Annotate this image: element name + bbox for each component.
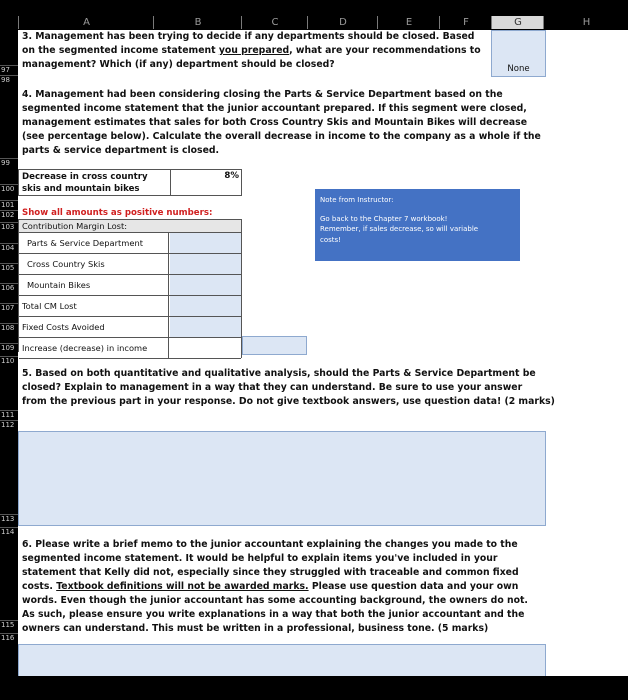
row-header[interactable]: 111 bbox=[0, 410, 19, 419]
q6-line: 6. Please write a brief memo to the junior accountant explaining the changes you made to the bbox=[22, 539, 518, 550]
question-6 bbox=[22, 538, 528, 636]
q3-line: management? Which (if any) department should be closed? bbox=[22, 59, 335, 70]
column-header-b[interactable]: B bbox=[153, 16, 242, 29]
note-title: Note from Instructor: bbox=[320, 196, 394, 204]
row-input-cell[interactable] bbox=[170, 254, 242, 274]
q6-line-part: costs. bbox=[22, 581, 57, 592]
table-row bbox=[19, 317, 241, 338]
note-line: Remember, if sales decrease, so will variable bbox=[320, 225, 479, 233]
column-header-g[interactable]: G bbox=[491, 16, 544, 29]
question-5 bbox=[22, 367, 555, 409]
q6-answer-box[interactable] bbox=[18, 644, 546, 676]
row-header[interactable]: 104 bbox=[0, 243, 19, 252]
row-header[interactable]: 109 bbox=[0, 343, 19, 352]
row-label: Mountain Bikes bbox=[19, 275, 169, 295]
row-input-cell[interactable] bbox=[170, 338, 242, 358]
decrease-value: 8% bbox=[224, 171, 239, 181]
row-header[interactable]: 116 bbox=[0, 633, 19, 642]
question-4 bbox=[22, 88, 541, 158]
row-header[interactable]: 101 bbox=[0, 200, 19, 209]
q5-answer-box[interactable] bbox=[18, 431, 546, 526]
table-row bbox=[19, 254, 241, 275]
row-header[interactable]: 115 bbox=[0, 620, 19, 629]
note-spacer bbox=[320, 206, 515, 214]
row-label: Cross Country Skis bbox=[19, 254, 169, 274]
row-header[interactable]: 103 bbox=[0, 222, 19, 231]
row-label: Increase (decrease) in income bbox=[19, 338, 169, 358]
decrease-value-cell[interactable] bbox=[170, 170, 243, 195]
instructor-note bbox=[315, 189, 520, 261]
note-line: costs! bbox=[320, 235, 341, 244]
note-line: Go back to the Chapter 7 workbook! bbox=[320, 214, 448, 223]
income-change-answer-cell[interactable] bbox=[242, 336, 307, 355]
column-header-f[interactable]: F bbox=[439, 16, 492, 29]
row-header[interactable]: 100 bbox=[0, 184, 19, 193]
decrease-box bbox=[18, 169, 242, 196]
question-3 bbox=[22, 30, 481, 72]
q5-line: closed? Explain to management in a way that they can understand. Be sure to use your answer bbox=[22, 382, 523, 393]
row-header[interactable]: 105 bbox=[0, 263, 19, 272]
q3-answer-cell[interactable] bbox=[491, 30, 546, 77]
table-row bbox=[19, 275, 241, 296]
row-header[interactable]: 110 bbox=[0, 356, 19, 365]
bottom-bar bbox=[0, 676, 628, 700]
q4-line: (see percentage below). Calculate the overall decrease in income to the company as a whole if the bbox=[22, 131, 541, 142]
decrease-label-line: skis and mountain bikes bbox=[22, 184, 140, 194]
column-header-a[interactable]: A bbox=[18, 16, 154, 29]
row-header[interactable]: 112 bbox=[0, 420, 19, 429]
row-header[interactable]: 97 bbox=[0, 65, 19, 74]
table-row bbox=[19, 296, 241, 317]
q6-line: statement that Kelly did not, especially since they struggled with traceable and common fixed bbox=[22, 567, 519, 578]
q4-line: 4. Management had been considering closing the Parts & Service Department based on the bbox=[22, 89, 503, 100]
q6-line: segmented income statement. It would be helpful to explain items you've included in your bbox=[22, 553, 498, 564]
row-label: Parts & Service Department bbox=[19, 233, 169, 253]
column-header-c[interactable]: C bbox=[241, 16, 308, 29]
q3-line: 3. Management has been trying to decide if any departments should be closed. Based bbox=[22, 31, 475, 42]
q6-line: owners can understand. This must be written in a professional, business tone. (5 marks) bbox=[22, 623, 489, 634]
row-header[interactable]: 113 bbox=[0, 514, 19, 523]
table-row bbox=[19, 233, 241, 254]
row-input-cell[interactable] bbox=[170, 275, 242, 295]
row-header[interactable]: 98 bbox=[0, 75, 19, 84]
q5-line: from the previous part in your response. Do not give textbook answers, use question data! (2 marks) bbox=[22, 396, 555, 407]
q6-line: As such, please ensure you write explanations in a way that both the junior accountant and the bbox=[22, 609, 525, 620]
q6-line bbox=[22, 580, 528, 594]
table-row bbox=[19, 338, 241, 359]
q4-line: management estimates that sales for both Cross Country Skis and Mountain Bikes will decrease bbox=[22, 117, 528, 128]
row-label: Fixed Costs Avoided bbox=[19, 317, 169, 337]
q3-line-part: on the segmented income statement bbox=[22, 45, 219, 56]
column-header-e[interactable]: E bbox=[377, 16, 440, 29]
q6-line-part: Please use question data and your own bbox=[308, 581, 519, 592]
worksheet bbox=[18, 30, 628, 676]
row-header[interactable]: 102 bbox=[0, 210, 19, 219]
table-header: Contribution Margin Lost: bbox=[19, 220, 241, 233]
decrease-label-line: Decrease in cross country bbox=[22, 172, 148, 182]
row-input-cell[interactable] bbox=[170, 296, 242, 316]
column-header-h[interactable]: H bbox=[543, 16, 628, 29]
row-header-bar bbox=[0, 30, 18, 676]
row-input-cell[interactable] bbox=[170, 317, 242, 337]
row-header[interactable]: 108 bbox=[0, 323, 19, 332]
column-header-d[interactable]: D bbox=[307, 16, 378, 29]
row-header[interactable]: 107 bbox=[0, 303, 19, 312]
row-header[interactable]: 99 bbox=[0, 158, 19, 167]
show-positive-instruction: Show all amounts as positive numbers: bbox=[22, 208, 213, 218]
q4-line: segmented income statement that the junior accountant prepared. If this segment were closed, bbox=[22, 103, 527, 114]
q3-line-part: , what are your recommendations to bbox=[289, 45, 481, 56]
decrease-label bbox=[22, 171, 148, 195]
row-input-cell[interactable] bbox=[170, 233, 242, 253]
row-header[interactable]: 114 bbox=[0, 527, 19, 536]
q3-line bbox=[22, 44, 481, 58]
row-label: Total CM Lost bbox=[19, 296, 169, 316]
q3-underlined-text: you prepared bbox=[218, 45, 290, 56]
q3-answer-value: None bbox=[507, 64, 530, 74]
column-header-bar bbox=[0, 0, 628, 30]
q6-line: words. Even though the junior accountant has some accounting background, the owners do not. bbox=[22, 595, 528, 606]
q5-line: 5. Based on both quantitative and qualitative analysis, should the Parts & Service Department be bbox=[22, 368, 536, 379]
q4-line: parts & service department is closed. bbox=[22, 145, 220, 156]
contribution-margin-table bbox=[18, 219, 242, 352]
q6-underlined-text: Textbook definitions will not be awarded marks. bbox=[56, 581, 309, 592]
row-header[interactable]: 106 bbox=[0, 283, 19, 292]
